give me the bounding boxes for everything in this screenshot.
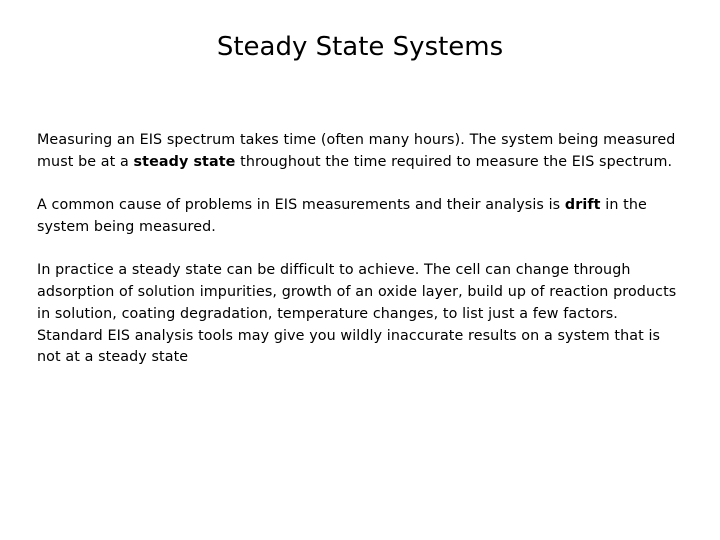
spacer (37, 174, 687, 196)
paragraph-practice: In practice a steady state can be difficult to achieve. The cell can change through adsorption of solution impurities, growth of an oxide layer, build up of reaction products in solution, coating degradation, temperature changes, to list just a few factors. (37, 262, 677, 322)
slide-title: Steady State Systems (216, 32, 504, 62)
paragraph-text: Measuring an EIS spectrum takes time (often many hours). The system being measured must be at a (37, 132, 676, 170)
paragraph-drift (37, 195, 687, 239)
paragraph-analysis-tools: Standard EIS analysis tools may give you wildly inaccurate results on a system that is not at a steady state (37, 327, 661, 366)
paragraph-text: in the system being measured. (37, 197, 647, 235)
paragraph-steady-state (37, 130, 687, 174)
emphasis-steady-state: steady state (133, 153, 236, 170)
emphasis-drift: drift (564, 197, 601, 214)
spacer (37, 239, 687, 261)
slide-body (37, 130, 687, 369)
paragraph-text: throughout the time required to measure the EIS spectrum. (235, 153, 673, 170)
paragraph-text: A common cause of problems in EIS measurements and their analysis is (37, 197, 565, 214)
